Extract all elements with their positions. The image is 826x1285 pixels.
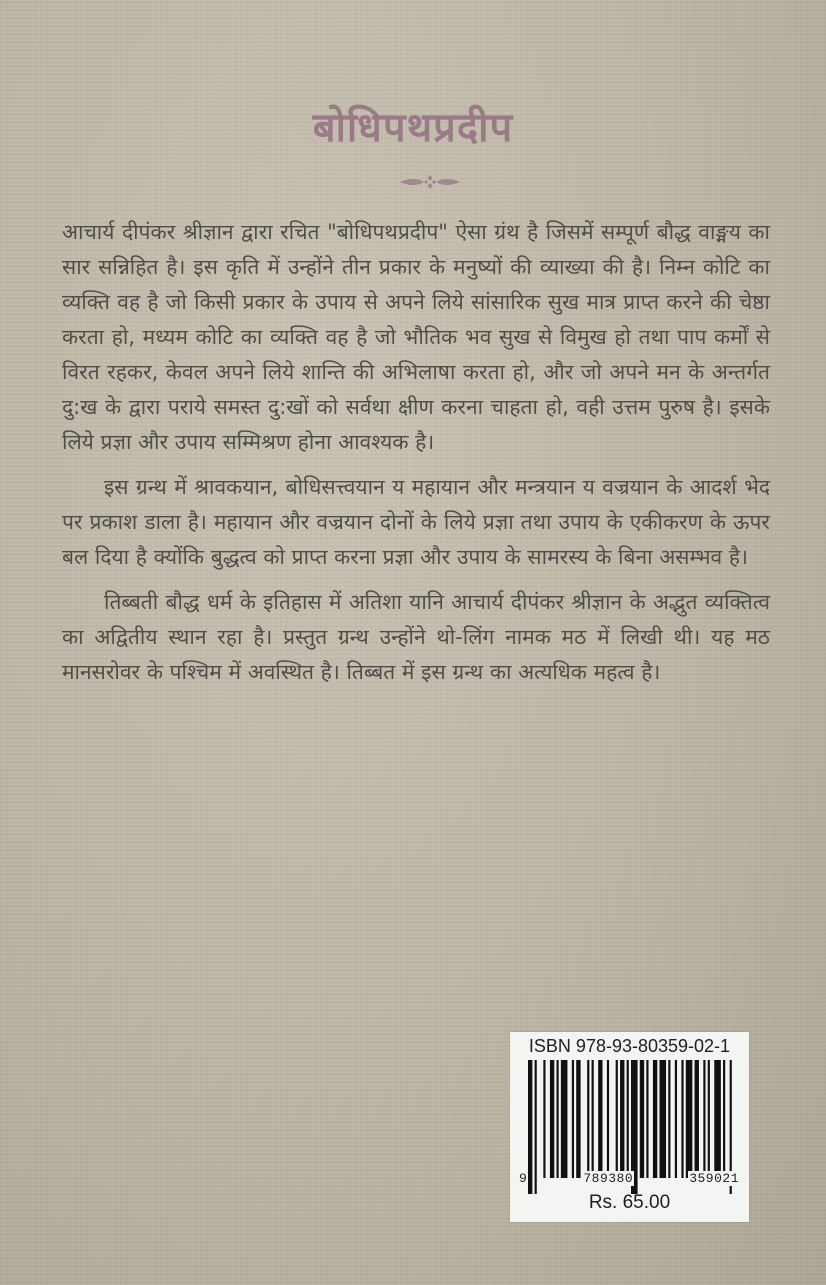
isbn-barcode-label — [510, 1032, 749, 1222]
barcode-digit-group-left: 789380 — [583, 1171, 634, 1186]
price-label: Rs. 65.00 — [588, 1192, 671, 1213]
blurb-paragraph-1: आचार्य दीपंकर श्रीज्ञान द्वारा रचित "बोधिपथप्रदीप" ऐसा ग्रंथ है जिसमें सम्पूर्ण बौद्ध वाङ्मय का सार सन्निहित है। इस कृति में उन्होंने तीन प्रकार के मनुष्यों की व्याख्या की है। निम्न कोटि का व्यक्ति वह है जो किसी प्रकार के उपाय से अपने लिये सांसारिक सुख मात्र प्राप्त करने की चेष्ठा करता हो, मध्यम कोटि का व्यक्ति वह है जो भौतिक भव सुख से विमुख हो तथा पाप कर्मों से विरत रहकर, केवल अपने लिये शान्ति की अभिलाषा करता हो, और जो अपने मन के अन्तर्गत दु:ख के द्वारा पराये समस्त दु:खों को सर्वथा क्षीण करना चाहता हो, वही उत्तम पुरुष है। इसके लिये प्रज्ञा और उपाय सम्मिश्रण होना आवश्यक है। — [62, 220, 770, 454]
blurb-paragraph-3: तिब्बती बौद्ध धर्म के इतिहास में अतिशा यानि आचार्य दीपंकर श्रीज्ञान के अद्भुत व्यक्तित्व का अद्वितीय स्थान रहा है। प्रस्तुत ग्रन्थ उन्होंने थो-लिंग नामक मठ में लिखी थी। यह मठ मानसरोवर के पश्चिम में अवस्थित है। तिब्बत में इस ग्रन्थ का अत्यधिक महत्व है। — [62, 590, 770, 684]
isbn-number: ISBN 978-93-80359-02-1 — [528, 1036, 731, 1056]
barcode-digit-lead: 9 — [519, 1171, 528, 1186]
barcode-digits — [518, 1171, 740, 1186]
ornament-divider-icon — [398, 172, 462, 192]
blurb-paragraph-2: इस ग्रन्थ में श्रावकयान, बोधिसत्त्वयान य महायान और मन्त्रयान य वज्रयान के आदर्श भेद पर प्रकाश डाला है। महायान और वज्रयान दोनों के लिये प्रज्ञा तथा उपाय के एकीकरण के ऊपर बल दिया है क्योंकि बुद्धत्व को प्राप्त करना प्रज्ञा और उपाय के सामरस्य के बिना असम्भव है। — [62, 475, 770, 569]
blurb-text — [62, 215, 770, 700]
book-title: बोधिपथप्रदीप — [312, 105, 514, 151]
barcode-digit-group-right: 359021 — [689, 1171, 739, 1186]
